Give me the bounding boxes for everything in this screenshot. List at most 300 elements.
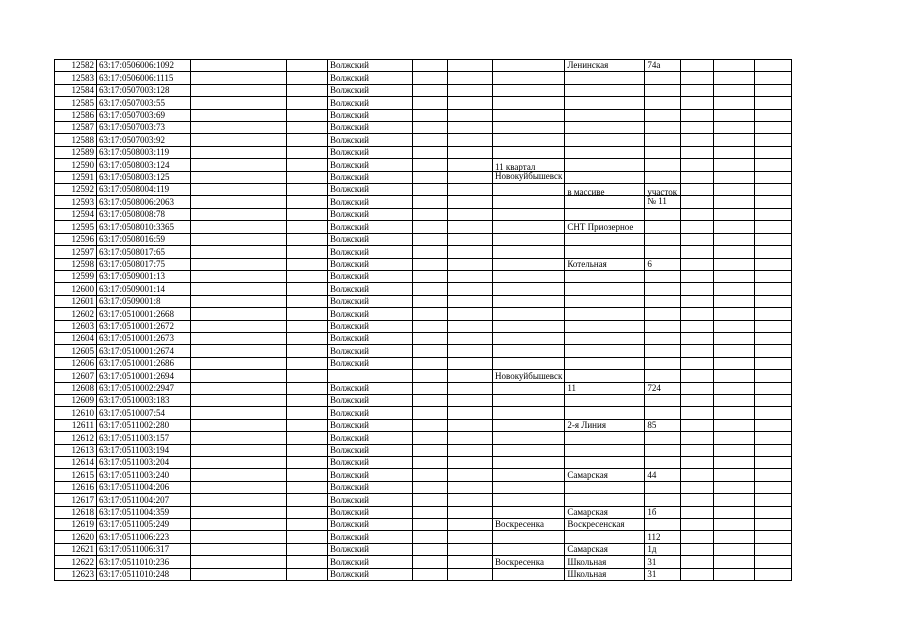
empty-cell — [714, 221, 755, 233]
district-cell: Волжский — [328, 332, 413, 344]
locality-cell — [493, 97, 565, 109]
empty-cell — [287, 283, 328, 295]
house-cell — [645, 345, 681, 357]
table-row — [55, 208, 792, 220]
cadastral-number-cell: 63:17:0508017:75 — [97, 258, 191, 270]
empty-cell — [755, 146, 792, 158]
empty-cell — [191, 258, 287, 270]
empty-cell — [287, 457, 328, 469]
district-cell: Волжский — [328, 494, 413, 506]
street-cell — [565, 122, 645, 134]
district-cell: Волжский — [328, 258, 413, 270]
table-row — [55, 457, 792, 469]
empty-cell — [287, 556, 328, 568]
district-cell: Волжский — [328, 109, 413, 121]
cadastral-number-cell: 63:17:0508003:124 — [97, 159, 191, 171]
empty-cell — [681, 332, 714, 344]
house-cell: 74а — [645, 60, 681, 72]
district-cell: Волжский — [328, 469, 413, 481]
empty-cell — [714, 370, 755, 382]
house-cell: 85 — [645, 419, 681, 431]
row-number-cell: 12588 — [55, 134, 97, 146]
empty-cell — [287, 469, 328, 481]
empty-cell — [413, 308, 448, 320]
empty-cell — [413, 357, 448, 369]
house-cell — [645, 84, 681, 96]
empty-cell — [191, 419, 287, 431]
locality-cell — [493, 109, 565, 121]
cadastral-number-cell: 63:17:0508016:59 — [97, 233, 191, 245]
locality-cell — [493, 308, 565, 320]
house-cell — [645, 208, 681, 220]
cadastral-number-cell: 63:17:0511004:207 — [97, 494, 191, 506]
empty-cell — [681, 134, 714, 146]
cadastral-number-cell: 63:17:0508003:125 — [97, 171, 191, 183]
empty-cell — [413, 469, 448, 481]
locality-cell — [493, 233, 565, 245]
empty-cell — [413, 72, 448, 84]
empty-cell — [448, 283, 493, 295]
empty-cell — [413, 432, 448, 444]
empty-cell — [448, 568, 493, 580]
table-row — [55, 432, 792, 444]
empty-cell — [755, 543, 792, 555]
row-number-cell: 12585 — [55, 97, 97, 109]
empty-cell — [191, 457, 287, 469]
locality-cell — [493, 457, 565, 469]
house-cell — [645, 320, 681, 332]
empty-cell — [287, 382, 328, 394]
empty-cell — [413, 506, 448, 518]
locality-cell-text: 11 квартал Новокуйбышевск — [495, 162, 563, 182]
house-cell — [645, 332, 681, 344]
table-row — [55, 60, 792, 72]
empty-cell — [287, 320, 328, 332]
locality-cell — [493, 60, 565, 72]
empty-cell — [287, 84, 328, 96]
empty-cell — [714, 295, 755, 307]
district-cell: Волжский — [328, 432, 413, 444]
empty-cell — [413, 543, 448, 555]
empty-cell — [413, 568, 448, 580]
cadastral-number-cell: 63:17:0506006:1092 — [97, 60, 191, 72]
row-number-cell: 12594 — [55, 208, 97, 220]
empty-cell — [287, 568, 328, 580]
empty-cell — [755, 320, 792, 332]
district-cell: Волжский — [328, 481, 413, 493]
district-cell: Волжский — [328, 444, 413, 456]
empty-cell — [448, 332, 493, 344]
cadastral-number-cell: 63:17:0510003:183 — [97, 394, 191, 406]
empty-cell — [287, 221, 328, 233]
empty-cell — [755, 171, 792, 183]
locality-cell — [493, 184, 565, 196]
cadastral-number-cell: 63:17:0509001:13 — [97, 270, 191, 282]
locality-cell — [493, 332, 565, 344]
empty-cell — [191, 134, 287, 146]
empty-cell — [755, 345, 792, 357]
empty-cell — [287, 531, 328, 543]
empty-cell — [287, 432, 328, 444]
locality-cell — [493, 481, 565, 493]
empty-cell — [681, 159, 714, 171]
empty-cell — [681, 270, 714, 282]
empty-cell — [448, 208, 493, 220]
row-number-cell: 12605 — [55, 345, 97, 357]
empty-cell — [714, 382, 755, 394]
empty-cell — [755, 332, 792, 344]
empty-cell — [413, 184, 448, 196]
empty-cell — [448, 159, 493, 171]
empty-cell — [287, 184, 328, 196]
empty-cell — [755, 134, 792, 146]
empty-cell — [681, 345, 714, 357]
row-number-cell: 12598 — [55, 258, 97, 270]
empty-cell — [191, 283, 287, 295]
street-cell — [565, 457, 645, 469]
row-number-cell: 12617 — [55, 494, 97, 506]
empty-cell — [448, 72, 493, 84]
row-number-cell: 12599 — [55, 270, 97, 282]
row-number-cell: 12583 — [55, 72, 97, 84]
street-cell — [565, 134, 645, 146]
empty-cell — [413, 97, 448, 109]
empty-cell — [681, 233, 714, 245]
street-cell: Школьная — [565, 568, 645, 580]
empty-cell — [191, 146, 287, 158]
empty-cell — [755, 208, 792, 220]
locality-cell — [493, 432, 565, 444]
table-row — [55, 171, 792, 183]
empty-cell — [681, 320, 714, 332]
house-cell-text: участок № 11 — [647, 187, 678, 207]
empty-cell — [448, 109, 493, 121]
locality-cell — [493, 568, 565, 580]
street-cell — [565, 295, 645, 307]
house-cell — [645, 134, 681, 146]
empty-cell — [681, 407, 714, 419]
empty-cell — [681, 457, 714, 469]
house-cell — [645, 159, 681, 171]
empty-cell — [413, 419, 448, 431]
empty-cell — [448, 295, 493, 307]
house-cell — [645, 519, 681, 531]
empty-cell — [681, 246, 714, 258]
house-cell — [645, 295, 681, 307]
house-cell — [645, 357, 681, 369]
empty-cell — [714, 270, 755, 282]
house-cell — [645, 233, 681, 245]
table-row — [55, 568, 792, 580]
empty-cell — [448, 84, 493, 96]
locality-cell: Новокуйбышевск — [493, 370, 565, 382]
empty-cell — [681, 84, 714, 96]
row-number-cell: 12593 — [55, 196, 97, 208]
row-number-cell: 12607 — [55, 370, 97, 382]
empty-cell — [681, 283, 714, 295]
district-cell: Волжский — [328, 122, 413, 134]
empty-cell — [413, 283, 448, 295]
table-row — [55, 122, 792, 134]
empty-cell — [191, 233, 287, 245]
empty-cell — [681, 444, 714, 456]
empty-cell — [755, 84, 792, 96]
row-number-cell: 12611 — [55, 419, 97, 431]
locality-cell — [493, 494, 565, 506]
table-row — [55, 134, 792, 146]
district-cell: Волжский — [328, 308, 413, 320]
empty-cell — [681, 308, 714, 320]
cadastral-number-cell: 63:17:0507003:55 — [97, 97, 191, 109]
table-row — [55, 258, 792, 270]
district-cell: Волжский — [328, 233, 413, 245]
house-cell — [645, 432, 681, 444]
empty-cell — [448, 122, 493, 134]
cadastral-number-cell: 63:17:0511004:359 — [97, 506, 191, 518]
empty-cell — [714, 134, 755, 146]
empty-cell — [413, 159, 448, 171]
empty-cell — [755, 531, 792, 543]
empty-cell — [681, 295, 714, 307]
empty-cell — [681, 568, 714, 580]
empty-cell — [287, 394, 328, 406]
empty-cell — [413, 208, 448, 220]
table-row — [55, 295, 792, 307]
house-cell — [645, 407, 681, 419]
street-cell: Ленинская — [565, 60, 645, 72]
locality-cell — [493, 531, 565, 543]
empty-cell — [681, 146, 714, 158]
table-row — [55, 246, 792, 258]
street-cell — [565, 97, 645, 109]
house-cell — [645, 122, 681, 134]
empty-cell — [287, 171, 328, 183]
empty-cell — [413, 134, 448, 146]
empty-cell — [191, 382, 287, 394]
empty-cell — [681, 419, 714, 431]
house-cell — [645, 394, 681, 406]
empty-cell — [714, 494, 755, 506]
empty-cell — [448, 146, 493, 158]
empty-cell — [681, 394, 714, 406]
empty-cell — [191, 444, 287, 456]
empty-cell — [448, 345, 493, 357]
empty-cell — [681, 531, 714, 543]
empty-cell — [714, 84, 755, 96]
spreadsheet-table — [54, 59, 792, 581]
empty-cell — [714, 171, 755, 183]
empty-cell — [287, 519, 328, 531]
table-row — [55, 84, 792, 96]
cadastral-number-cell: 63:17:0510001:2673 — [97, 332, 191, 344]
empty-cell — [755, 283, 792, 295]
district-cell: Волжский — [328, 357, 413, 369]
empty-cell — [714, 481, 755, 493]
street-cell: 2-я Линия — [565, 419, 645, 431]
house-cell: 724 — [645, 382, 681, 394]
cadastral-number-cell: 63:17:0509001:14 — [97, 283, 191, 295]
empty-cell — [755, 419, 792, 431]
street-cell — [565, 171, 645, 183]
house-cell — [645, 370, 681, 382]
empty-cell — [287, 246, 328, 258]
empty-cell — [714, 531, 755, 543]
district-cell: Волжский — [328, 72, 413, 84]
empty-cell — [287, 208, 328, 220]
empty-cell — [448, 444, 493, 456]
table-row — [55, 419, 792, 431]
row-number-cell: 12591 — [55, 171, 97, 183]
house-cell — [645, 246, 681, 258]
empty-cell — [287, 146, 328, 158]
empty-cell — [287, 60, 328, 72]
empty-cell — [681, 60, 714, 72]
table-row — [55, 332, 792, 344]
empty-cell — [191, 481, 287, 493]
street-cell — [565, 246, 645, 258]
empty-cell — [287, 159, 328, 171]
house-cell: 112 — [645, 531, 681, 543]
empty-cell — [287, 270, 328, 282]
district-cell: Волжский — [328, 320, 413, 332]
empty-cell — [755, 494, 792, 506]
empty-cell — [413, 519, 448, 531]
empty-cell — [681, 357, 714, 369]
empty-cell — [755, 457, 792, 469]
street-cell — [565, 109, 645, 121]
house-cell — [645, 494, 681, 506]
district-cell: Волжский — [328, 134, 413, 146]
empty-cell — [755, 394, 792, 406]
table-row — [55, 370, 792, 382]
row-number-cell: 12612 — [55, 432, 97, 444]
empty-cell — [714, 208, 755, 220]
empty-cell — [287, 258, 328, 270]
empty-cell — [714, 407, 755, 419]
table-row — [55, 394, 792, 406]
empty-cell — [191, 84, 287, 96]
empty-cell — [413, 122, 448, 134]
empty-cell — [191, 432, 287, 444]
empty-cell — [191, 184, 287, 196]
row-number-cell: 12586 — [55, 109, 97, 121]
district-cell: Волжский — [328, 184, 413, 196]
row-number-cell: 12600 — [55, 283, 97, 295]
locality-cell — [493, 270, 565, 282]
empty-cell — [191, 531, 287, 543]
empty-cell — [714, 432, 755, 444]
empty-cell — [191, 332, 287, 344]
cadastral-number-cell: 63:17:0510001:2674 — [97, 345, 191, 357]
empty-cell — [191, 109, 287, 121]
empty-cell — [755, 270, 792, 282]
district-cell: Волжский — [328, 407, 413, 419]
house-cell — [645, 481, 681, 493]
table-row — [55, 270, 792, 282]
empty-cell — [714, 60, 755, 72]
row-number-cell: 12587 — [55, 122, 97, 134]
street-cell — [565, 84, 645, 96]
empty-cell — [448, 419, 493, 431]
street-cell — [565, 407, 645, 419]
empty-cell — [755, 109, 792, 121]
empty-cell — [448, 134, 493, 146]
empty-cell — [413, 481, 448, 493]
street-cell: Самарская — [565, 543, 645, 555]
empty-cell — [413, 171, 448, 183]
row-number-cell: 12609 — [55, 394, 97, 406]
empty-cell — [448, 519, 493, 531]
street-cell — [565, 159, 645, 171]
district-cell: Волжский — [328, 97, 413, 109]
locality-cell — [493, 543, 565, 555]
empty-cell — [714, 506, 755, 518]
empty-cell — [191, 543, 287, 555]
table-row — [55, 196, 792, 208]
house-cell — [645, 184, 681, 207]
locality-cell — [493, 469, 565, 481]
house-cell — [645, 221, 681, 233]
empty-cell — [448, 543, 493, 555]
locality-cell — [493, 444, 565, 456]
empty-cell — [755, 308, 792, 320]
empty-cell — [755, 382, 792, 394]
cadastral-number-cell: 63:17:0510001:2694 — [97, 370, 191, 382]
locality-cell — [493, 419, 565, 431]
cadastral-number-cell: 63:17:0510002:2947 — [97, 382, 191, 394]
cadastral-number-cell: 63:17:0511004:206 — [97, 481, 191, 493]
empty-cell — [191, 295, 287, 307]
empty-cell — [287, 295, 328, 307]
cadastral-number-cell: 63:17:0508003:119 — [97, 146, 191, 158]
table-row — [55, 494, 792, 506]
table-row — [55, 444, 792, 456]
empty-cell — [681, 543, 714, 555]
empty-cell — [413, 332, 448, 344]
empty-cell — [714, 97, 755, 109]
district-cell: Волжский — [328, 345, 413, 357]
house-cell — [645, 283, 681, 295]
empty-cell — [755, 221, 792, 233]
row-number-cell: 12618 — [55, 506, 97, 518]
empty-cell — [448, 407, 493, 419]
empty-cell — [191, 221, 287, 233]
house-cell: 31 — [645, 568, 681, 580]
empty-cell — [681, 519, 714, 531]
row-number-cell: 12619 — [55, 519, 97, 531]
empty-cell — [681, 481, 714, 493]
empty-cell — [755, 432, 792, 444]
empty-cell — [681, 469, 714, 481]
empty-cell — [448, 308, 493, 320]
empty-cell — [191, 208, 287, 220]
empty-cell — [191, 394, 287, 406]
district-cell: Волжский — [328, 159, 413, 171]
street-cell — [565, 332, 645, 344]
row-number-cell: 12592 — [55, 184, 97, 196]
locality-cell — [493, 394, 565, 406]
empty-cell — [287, 233, 328, 245]
empty-cell — [191, 357, 287, 369]
empty-cell — [191, 72, 287, 84]
house-cell — [645, 146, 681, 158]
table-row — [55, 283, 792, 295]
locality-cell: Воскресенка — [493, 556, 565, 568]
row-number-cell: 12610 — [55, 407, 97, 419]
street-cell — [565, 481, 645, 493]
street-cell — [565, 394, 645, 406]
empty-cell — [413, 444, 448, 456]
